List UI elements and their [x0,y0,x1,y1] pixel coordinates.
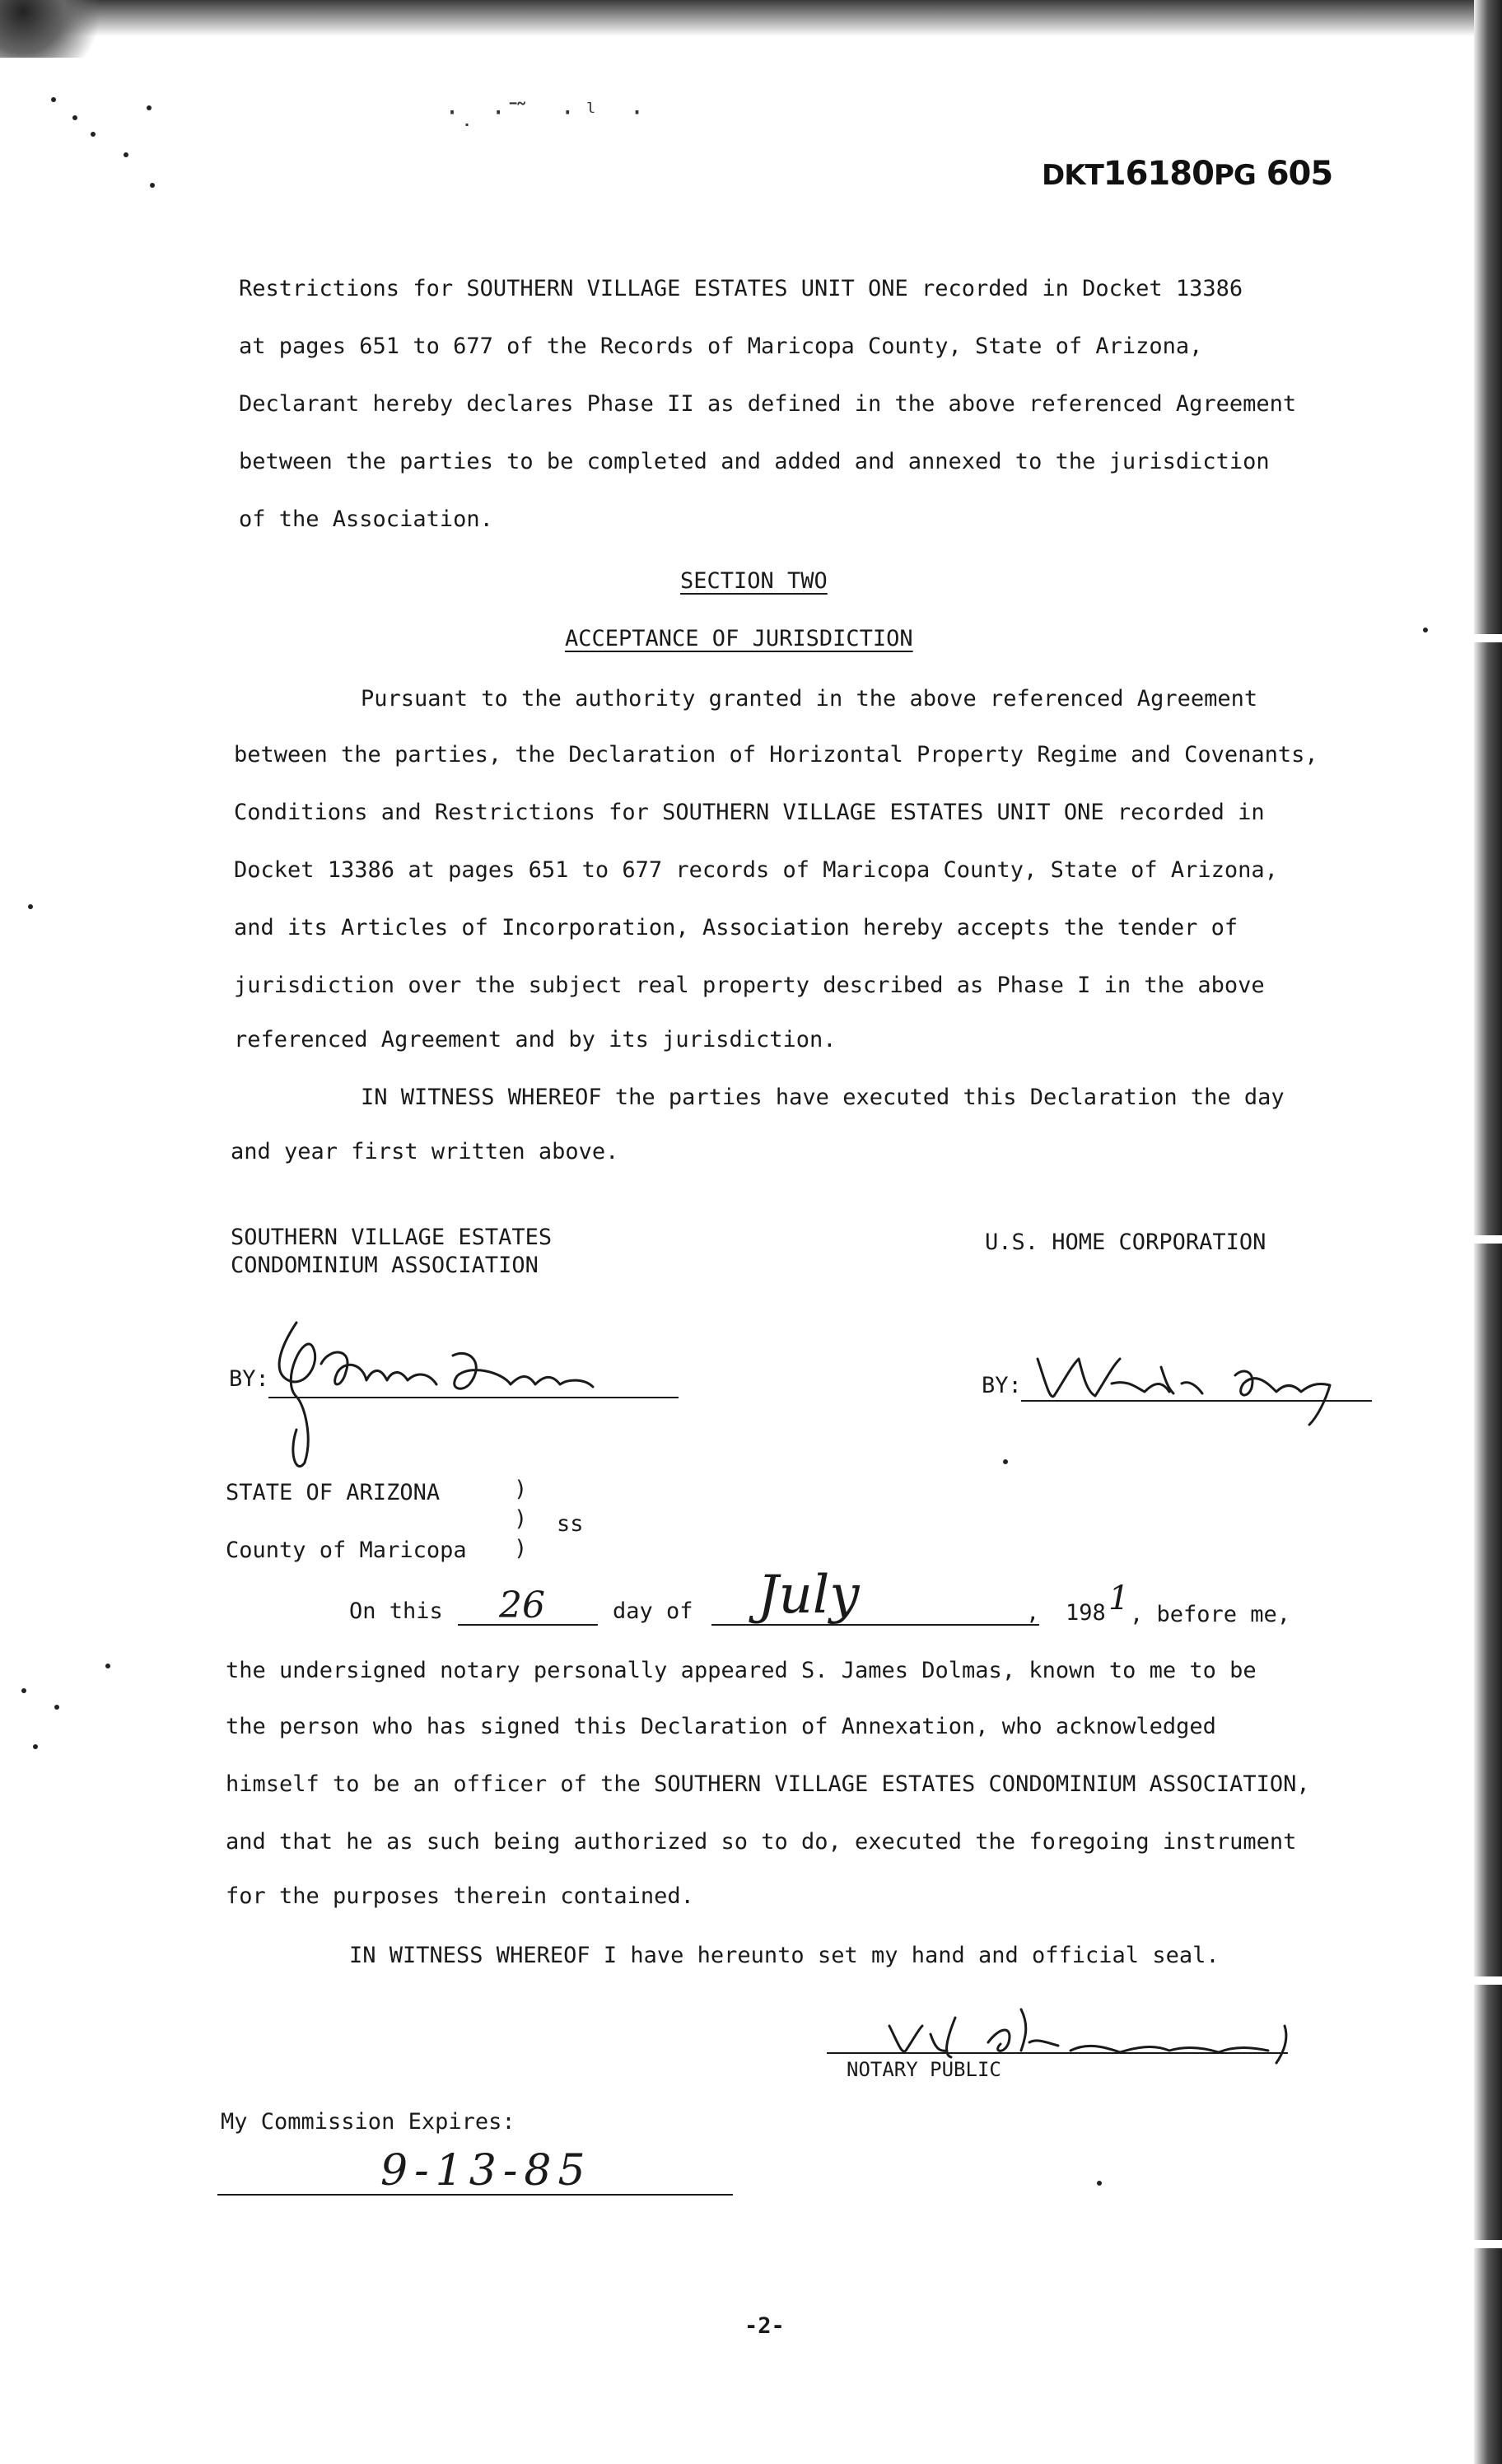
on-this-label: On this [349,1598,443,1624]
body-line: Docket 13386 at pages 651 to 677 records of Maricopa County, State of Arizona, [234,857,1278,883]
venue-bracket: ) [514,1506,528,1532]
body-line: Conditions and Restrictions for SOUTHERN VILLAGE ESTATES UNIT ONE recorded in [234,800,1265,825]
scan-edge-gap [1472,1235,1502,1244]
section-title: SECTION TWO [680,568,828,594]
before-me-label: , before me, [1130,1602,1291,1627]
scan-edge-right [1474,0,1502,2464]
body-line: of the Association. [239,506,493,532]
book-label: DKT [1042,159,1103,192]
body-line: Declarant hereby declares Phase II as defined in the above referenced Agreement [239,391,1297,417]
right-by-label: BY: [982,1373,1022,1398]
scan-speck [72,115,77,120]
scan-speck [150,183,155,188]
day-handwritten: 26 [499,1584,545,1626]
scan-speck [105,1664,110,1668]
page-number-top: 605 [1266,155,1333,193]
scan-speck [54,1705,59,1710]
scan-marks: ·̣ ·̄˜ ·ˡ · [445,99,653,128]
scan-speck [1423,628,1428,632]
notary-public-label: NOTARY PUBLIC [847,2058,1001,2081]
day-of-label: day of [613,1598,693,1624]
body-line: jurisdiction over the subject real property described as Phase I in the above [234,973,1265,998]
body-line: IN WITNESS WHEREOF the parties have executed this Declaration the day [361,1085,1285,1110]
notary-line: and that he as such being authorized so to do, executed the foregoing instrument [226,1829,1297,1855]
body-line: between the parties, the Declaration of Horizontal Property Regime and Covenants, [234,742,1318,768]
scan-speck [1097,2181,1102,2186]
left-signature [264,1314,609,1479]
notary-line: the undersigned notary personally appeared S. James Dolmas, known to me to be [226,1658,1257,1683]
notary-line: for the purposes therein contained. [226,1883,694,1909]
body-line: and its Articles of Incorporation, Association hereby accepts the tender of [234,915,1238,940]
body-line: between the parties to be completed and added and annexed to the jurisdiction [239,449,1270,474]
book-number: 16180 [1103,155,1214,193]
notary-witness-line: IN WITNESS WHEREOF I have hereunto set my hand and official seal. [349,1943,1220,1968]
right-org-name: U.S. HOME CORPORATION [985,1230,1266,1255]
section-subtitle: ACCEPTANCE OF JURISDICTION [565,626,913,651]
scan-speck [1003,1459,1008,1464]
scan-speck [124,152,128,157]
date-comma: , [1026,1600,1040,1626]
scan-edge-gap [1472,1976,1502,1985]
right-signature [1021,1334,1367,1433]
page-label: PG [1213,159,1256,192]
commission-label: My Commission Expires: [221,2109,515,2135]
scan-speck [21,1688,26,1693]
body-line: Pursuant to the authority granted in the above referenced Agreement [361,686,1258,712]
month-handwritten: July [758,1565,860,1626]
left-org-name-1: SOUTHERN VILLAGE ESTATES [231,1225,553,1250]
scan-speck [147,105,152,110]
left-by-label: BY: [229,1366,269,1392]
venue-bracket: ) [514,1536,528,1561]
scan-speck [91,132,96,137]
venue-ss: ss [557,1511,584,1537]
year-handwritten: 1 [1108,1580,1130,1617]
venue-bracket: ) [514,1477,528,1502]
scan-edge-top [0,0,1502,36]
notary-line: the person who has signed this Declaration of Annexation, who acknowledged [226,1714,1216,1739]
scan-edge-gap [1472,634,1502,642]
scan-speck [33,1744,38,1749]
body-line: referenced Agreement and by its jurisdiction. [234,1027,837,1052]
body-line: and year first written above. [231,1139,619,1164]
scan-corner-shadow [0,0,115,58]
left-org-name-2: CONDOMINIUM ASSOCIATION [231,1253,539,1278]
body-line: Restrictions for SOUTHERN VILLAGE ESTATES UNIT ONE recorded in Docket 13386 [239,276,1243,301]
venue-county: County of Maricopa [226,1538,467,1563]
page-number: -2- [744,2313,785,2339]
scan-edge-gap [1472,2240,1502,2248]
year-prefix: 198 [1066,1600,1106,1626]
scan-speck [28,904,33,909]
commission-date-handwritten: 9-13-85 [380,2146,592,2196]
notary-line: himself to be an officer of the SOUTHERN VILLAGE ESTATES CONDOMINIUM ASSOCIATION, [226,1771,1310,1797]
venue-state: STATE OF ARIZONA [226,1480,441,1505]
body-line: at pages 651 to 677 of the Records of Maricopa County, State of Arizona, [239,334,1203,359]
scan-speck [51,97,56,102]
book-page-reference [1042,155,1332,193]
